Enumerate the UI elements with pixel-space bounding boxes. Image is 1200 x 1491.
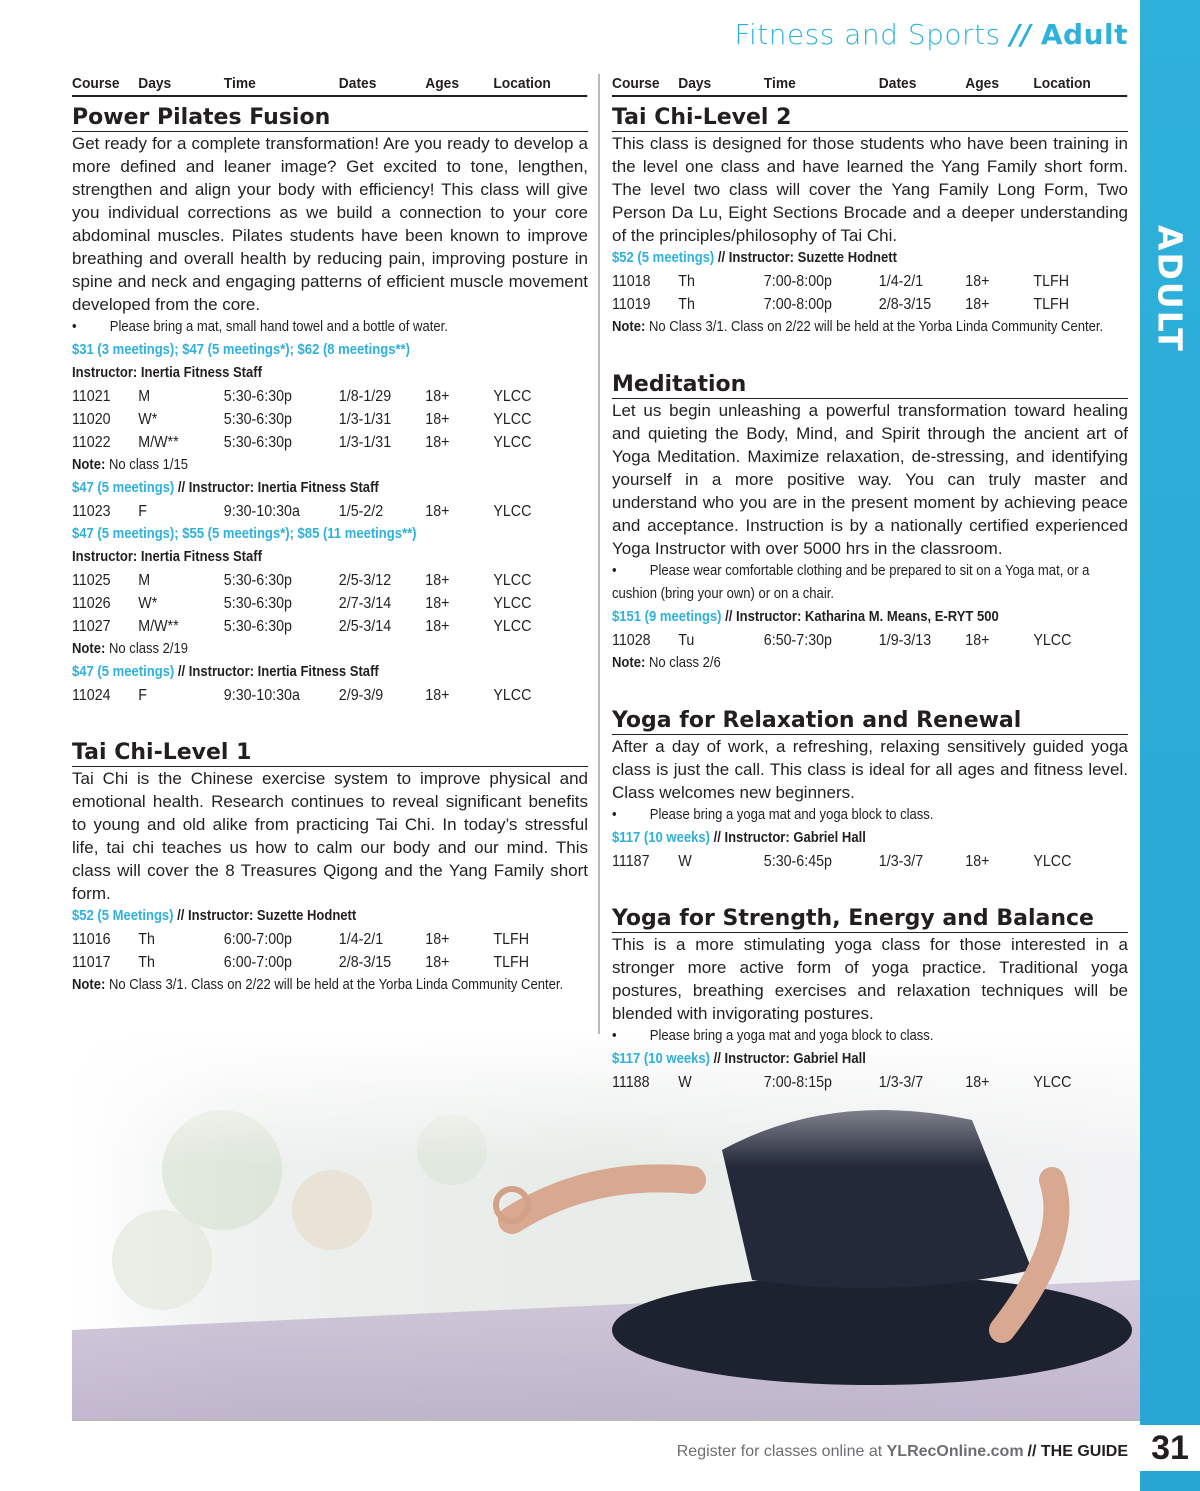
col-location: Location — [1033, 75, 1091, 92]
cell-time: 7:00-8:00p — [763, 296, 832, 313]
cell-location: YLCC — [493, 618, 532, 635]
cell-location: YLCC — [493, 687, 532, 704]
footer-url-link[interactable]: YLRecOnline.com — [886, 1443, 1024, 1460]
cell-days: W* — [138, 411, 158, 428]
price: $117 (10 weeks) — [612, 1051, 710, 1067]
cell-ages: 18+ — [965, 296, 990, 313]
instructor: // Instructor: Suzette Hodnett — [717, 250, 897, 266]
cell-dates: 2/9-3/9 — [338, 687, 384, 704]
cell-time: 5:30-6:30p — [223, 434, 292, 451]
cell-ages: 18+ — [425, 618, 450, 635]
course-description: This is a more stimulating yoga class for those interested in a stronger more active form of yoga practice. Traditional yoga postures, breathing exercises and relaxation techniques will be blended with invigorating postures. — [612, 935, 1128, 1023]
column-header — [612, 74, 1127, 97]
col-time: Time — [223, 75, 256, 92]
bullet-note: • Please bring a yoga mat and yoga block to class. — [612, 1028, 934, 1044]
cell-location: YLCC — [493, 572, 532, 589]
cell-days: W — [678, 853, 692, 870]
schedule-row — [612, 629, 1127, 652]
cell-course: 11024 — [72, 687, 111, 704]
page-number: 31 — [1140, 1425, 1200, 1471]
cell-time: 5:30-6:30p — [223, 388, 292, 405]
course-description: Tai Chi is the Chinese exercise system to improve physical and emotional health. Research continues to reveal significant benefits to young and old alike from practicing Tai Chi. In today’s stressful life, tai chi teaches us how to calm our body and our mind. This class will cover the 8 Treasures Qigong and the Yang Family short form. — [72, 769, 588, 903]
page-header — [734, 18, 1128, 51]
cell-time: 5:30-6:30p — [223, 411, 292, 428]
course-title-yoga-relaxation: Yoga for Relaxation and Renewal — [612, 708, 1128, 735]
price: $52 (5 meetings) — [612, 250, 715, 266]
bullet-note: • Please bring a mat, small hand towel and a bottle of water. — [72, 319, 448, 335]
left-column — [72, 74, 588, 997]
cell-course: 11025 — [72, 572, 111, 589]
schedule-group — [72, 684, 588, 707]
cell-dates: 2/5-3/12 — [338, 572, 392, 589]
schedule-group — [612, 270, 1128, 316]
instructor: // Instructor: Katharina M. Means, E-RYT 500 — [725, 609, 999, 625]
category-title: Adult — [1040, 18, 1128, 51]
course-title-pilates: Power Pilates Fusion — [72, 105, 588, 132]
schedule-group — [612, 629, 1128, 652]
col-course: Course — [612, 75, 660, 92]
cell-days: W* — [138, 595, 158, 612]
cell-time: 6:00-7:00p — [223, 954, 292, 971]
cell-ages: 18+ — [425, 388, 450, 405]
schedule-row — [612, 270, 1127, 293]
cell-dates: 2/7-3/14 — [338, 595, 392, 612]
schedule-row — [72, 615, 587, 638]
price: $47 (5 meetings) — [72, 664, 175, 680]
col-days: Days — [138, 75, 172, 92]
cell-time: 5:30-6:30p — [223, 618, 292, 635]
cell-ages: 18+ — [425, 687, 450, 704]
instructor: // Instructor: Gabriel Hall — [713, 830, 866, 846]
course-description: Let us begin unleashing a powerful transformation toward healing and quieting the Body, Mind, and Spirit through the ancient art of Yoga Meditation. Maximize relaxation, de-stressing, and identifying yourself in a more positive way. You can truly master and understand who you are in the present moment by achieving peace and acceptance. Instruction is by a nationally certified experienced Yoga Instructor with over 5000 hrs in the classroom. — [612, 401, 1128, 558]
col-dates: Dates — [878, 75, 917, 92]
cell-course: 11017 — [72, 954, 111, 971]
instructor: // Instructor: Inertia Fitness Staff — [177, 664, 379, 680]
cell-location: YLCC — [493, 595, 532, 612]
bottom-rule — [72, 1419, 1140, 1421]
schedule-row — [612, 1071, 1127, 1094]
cell-time: 5:30-6:30p — [223, 572, 292, 589]
cell-course: 11020 — [72, 411, 111, 428]
schedule-row — [612, 293, 1127, 316]
course-title-taichi-2: Tai Chi-Level 2 — [612, 105, 1128, 132]
cell-dates: 1/4-2/1 — [878, 273, 924, 290]
instructor: // Instructor: Inertia Fitness Staff — [177, 480, 379, 496]
cell-course: 11187 — [612, 853, 650, 870]
price: $151 (9 meetings) — [612, 609, 722, 625]
schedule-row — [72, 684, 587, 707]
cell-course: 11018 — [612, 273, 651, 290]
cell-dates: 1/8-1/29 — [338, 388, 392, 405]
note-text: No class 1/15 — [108, 457, 189, 473]
schedule-group — [72, 500, 588, 523]
cell-dates: 2/8-3/15 — [338, 954, 392, 971]
cell-ages: 18+ — [965, 853, 990, 870]
right-column — [612, 74, 1128, 1094]
course-description: After a day of work, a refreshing, relaxing sensitively guided yoga class is just the call. This class is ideal for all ages and fitness level. Class welcomes new beginners. — [612, 737, 1128, 802]
side-tab-label: ADULT — [1150, 225, 1190, 353]
schedule-group — [72, 928, 588, 974]
cell-location: YLCC — [1033, 1074, 1072, 1091]
cell-course: 11188 — [612, 1074, 650, 1091]
cell-time: 7:00-8:15p — [763, 1074, 832, 1091]
schedule-group — [612, 1071, 1128, 1094]
cell-location: TLFH — [493, 954, 530, 971]
cell-dates: 2/8-3/15 — [878, 296, 932, 313]
cell-days: Th — [678, 296, 695, 313]
cell-ages: 18+ — [425, 434, 450, 451]
note-text: No class 2/6 — [648, 655, 721, 671]
price: $52 (5 Meetings) — [72, 908, 174, 924]
note-text: No Class 3/1. Class on 2/22 will be held at the Yorba Linda Community Center. — [648, 319, 1104, 335]
cell-dates: 1/5-2/2 — [338, 503, 384, 520]
cell-location: YLCC — [493, 434, 532, 451]
course-description: This class is designed for those students who have been training in the level one class and have learned the Yang Family short form. The level two class will cover the Yang Family Long Form, Two Person Da Lu, Eight Sections Brocade and a deeper understanding of the principles/philosophy of Tai Chi. — [612, 134, 1128, 245]
cell-days: F — [138, 503, 147, 520]
cell-ages: 18+ — [425, 503, 450, 520]
cell-course: 11019 — [612, 296, 651, 313]
cell-time: 5:30-6:45p — [763, 853, 832, 870]
cell-course: 11023 — [72, 503, 111, 520]
cell-time: 7:00-8:00p — [763, 273, 832, 290]
cell-course: 11022 — [72, 434, 111, 451]
cell-days: F — [138, 687, 147, 704]
cell-location: YLCC — [493, 503, 532, 520]
price: $31 (3 meetings); $47 (5 meetings*); $62 (8 meetings**) — [72, 342, 410, 358]
schedule-row — [72, 928, 587, 951]
schedule-group — [612, 850, 1128, 873]
price: $47 (5 meetings); $55 (5 meetings*); $85 (11 meetings**) — [72, 526, 417, 542]
schedule-group — [72, 385, 588, 454]
schedule-row — [72, 592, 587, 615]
col-time: Time — [763, 75, 796, 92]
cell-ages: 18+ — [425, 572, 450, 589]
cell-days: Th — [138, 931, 155, 948]
cell-ages: 18+ — [425, 931, 450, 948]
cell-days: Tu — [678, 632, 695, 649]
price: $47 (5 meetings) — [72, 480, 175, 496]
course-description: Get ready for a complete transformation! Are you ready to develop a more defined and leaner image? Get excited to tone, lengthen, strengthen and align your body with efficiency! This class will give you individual corrections as we build a connection to your core abdominal muscles. Pilates students have been known to improve breathing and overall health by reducing pain, improving posture in spine and neck and engaging patterns of efficient muscle movement developed from the core. — [72, 134, 588, 314]
col-dates: Dates — [338, 75, 377, 92]
schedule-row — [72, 569, 587, 592]
instructor: Instructor: Inertia Fitness Staff — [72, 365, 262, 381]
cell-dates: 1/9-3/13 — [878, 632, 932, 649]
col-days: Days — [678, 75, 712, 92]
note-text: No class 2/19 — [108, 641, 189, 657]
cell-location: TLFH — [493, 931, 530, 948]
schedule-row — [612, 850, 1127, 873]
footer — [677, 1443, 1128, 1461]
note-label: Note: — [612, 655, 646, 671]
cell-days: Th — [678, 273, 695, 290]
cell-days: M/W** — [138, 434, 179, 451]
cell-time: 6:50-7:30p — [763, 632, 832, 649]
cell-location: YLCC — [1033, 632, 1072, 649]
schedule-row — [72, 951, 587, 974]
cell-course: 11016 — [72, 931, 111, 948]
cell-location: TLFH — [1033, 296, 1070, 313]
header-separator: // — [1010, 18, 1032, 51]
instructor: // Instructor: Gabriel Hall — [713, 1051, 866, 1067]
section-title: Fitness and Sports — [734, 18, 1001, 51]
footer-text: Register for classes online at — [676, 1443, 883, 1460]
cell-dates: 2/5-3/14 — [338, 618, 392, 635]
cell-time: 9:30-10:30a — [223, 687, 300, 704]
schedule-row — [72, 500, 587, 523]
col-ages: Ages — [965, 75, 1000, 92]
instructor: // Instructor: Suzette Hodnett — [177, 908, 357, 924]
note-label: Note: — [612, 319, 646, 335]
footer-guide: // THE GUIDE — [1027, 1443, 1128, 1460]
col-course: Course — [72, 75, 120, 92]
cell-ages: 18+ — [965, 632, 990, 649]
cell-location: YLCC — [1033, 853, 1072, 870]
cell-ages: 18+ — [425, 954, 450, 971]
bullet-note: • Please bring a yoga mat and yoga block to class. — [612, 807, 934, 823]
cell-days: M — [138, 572, 151, 589]
column-divider — [598, 74, 600, 1034]
course-title-meditation: Meditation — [612, 372, 1128, 399]
cell-dates: 1/3-1/31 — [338, 434, 392, 451]
cell-days: M — [138, 388, 151, 405]
col-location: Location — [493, 75, 551, 92]
cell-location: TLFH — [1033, 273, 1070, 290]
cell-dates: 1/4-2/1 — [338, 931, 384, 948]
schedule-group — [72, 569, 588, 638]
schedule-row — [72, 385, 587, 408]
cell-ages: 18+ — [425, 411, 450, 428]
cell-ages: 18+ — [965, 273, 990, 290]
cell-dates: 1/3-1/31 — [338, 411, 392, 428]
cell-course: 11027 — [72, 618, 111, 635]
cell-ages: 18+ — [965, 1074, 990, 1091]
bullet-note: • Please wear comfortable clothing and be prepared to sit on a Yoga mat, or a cushion (bring your own) or on a chair. — [612, 563, 1090, 602]
price: $117 (10 weeks) — [612, 830, 710, 846]
cell-days: W — [678, 1074, 692, 1091]
cell-time: 6:00-7:00p — [223, 931, 292, 948]
column-header — [72, 74, 587, 97]
schedule-row — [72, 431, 587, 454]
cell-dates: 1/3-3/7 — [878, 853, 924, 870]
note-label: Note: — [72, 977, 106, 993]
side-accent-bar — [1140, 0, 1200, 1491]
course-title-taichi-1: Tai Chi-Level 1 — [72, 740, 588, 767]
cell-dates: 1/3-3/7 — [878, 1074, 924, 1091]
cell-course: 11026 — [72, 595, 111, 612]
cell-course: 11028 — [612, 632, 651, 649]
cell-ages: 18+ — [425, 595, 450, 612]
cell-time: 9:30-10:30a — [223, 503, 300, 520]
cell-days: Th — [138, 954, 155, 971]
cell-location: YLCC — [493, 388, 532, 405]
instructor: Instructor: Inertia Fitness Staff — [72, 549, 262, 565]
course-title-yoga-strength: Yoga for Strength, Energy and Balance — [612, 906, 1128, 933]
schedule-row — [72, 408, 587, 431]
cell-course: 11021 — [72, 388, 111, 405]
col-ages: Ages — [425, 75, 460, 92]
cell-location: YLCC — [493, 411, 532, 428]
cell-days: M/W** — [138, 618, 179, 635]
note-label: Note: — [72, 457, 106, 473]
cell-time: 5:30-6:30p — [223, 595, 292, 612]
note-text: No Class 3/1. Class on 2/22 will be held at the Yorba Linda Community Center. — [108, 977, 564, 993]
note-label: Note: — [72, 641, 106, 657]
